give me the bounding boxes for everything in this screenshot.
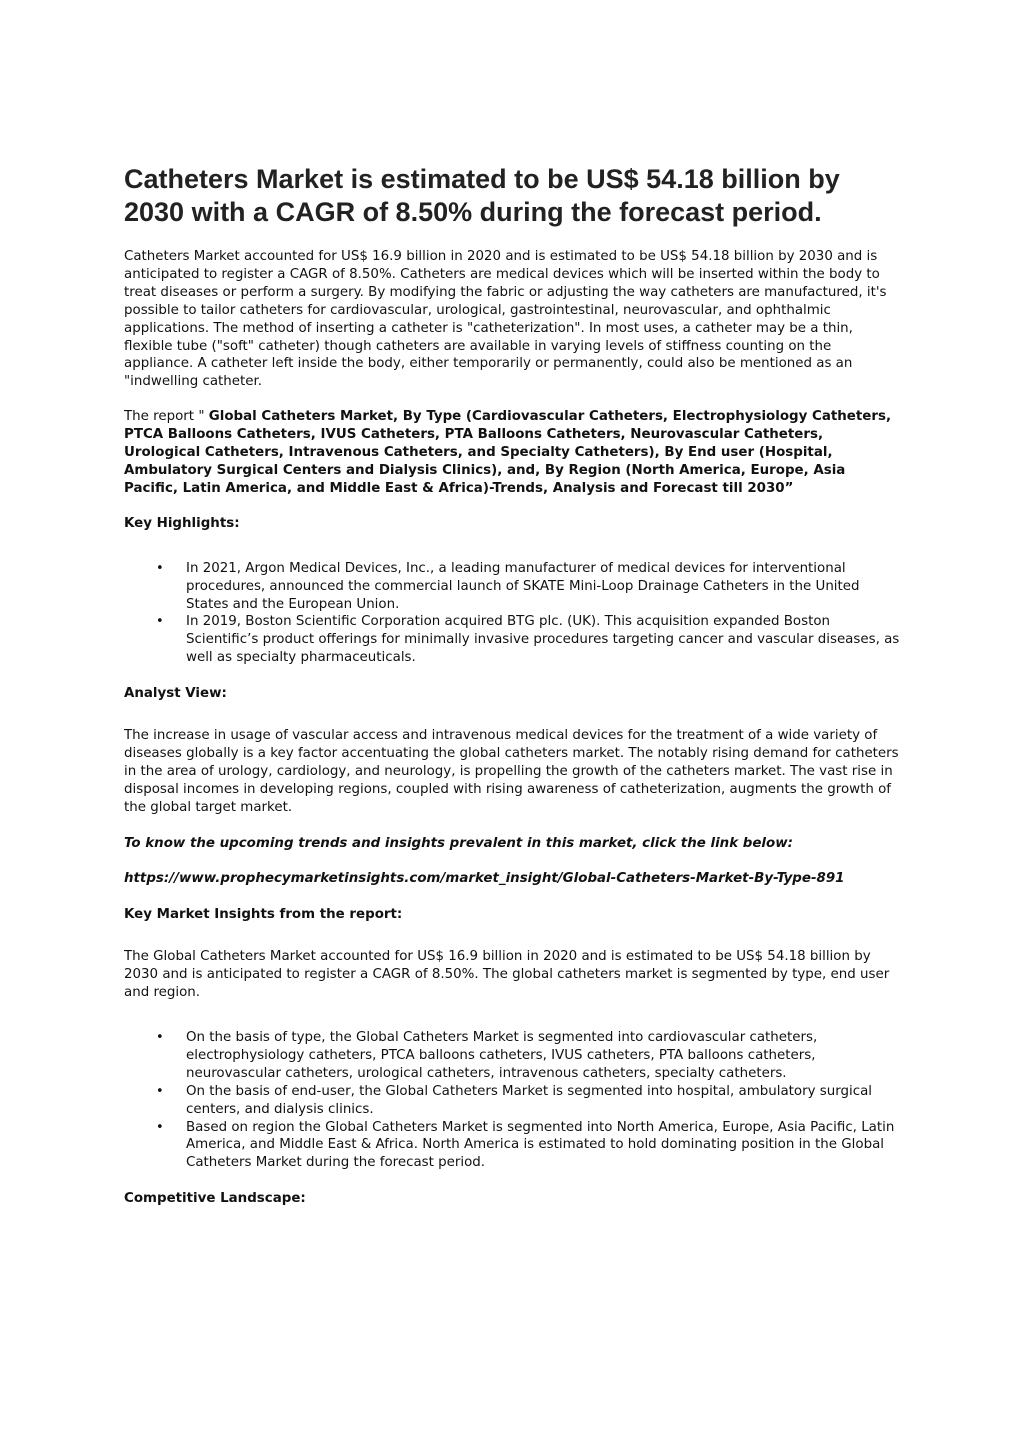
list-item: [124, 560, 900, 614]
list-item: [124, 1029, 900, 1083]
document-page: [124, 163, 900, 1208]
key-insights-heading: Key Market Insights from the report:: [124, 907, 403, 923]
bullet-icon: •: [156, 1119, 164, 1135]
report-prefix: The report ": [124, 409, 209, 425]
key-highlights-heading: Key Highlights:: [124, 515, 240, 531]
bullet-icon: •: [156, 1083, 164, 1099]
list-item-text: On the basis of end-user, the Global Catheters Market is segmented into hospital, ambulatory surgical centers, and dialysis clinics.: [186, 1083, 873, 1117]
report-paragraph: [124, 408, 900, 498]
list-item-text: In 2019, Boston Scientific Corporation acquired BTG plc. (UK). This acquisition expanded Boston Scientific’s product offerings for minimally invasive procedures targeting cancer and vascular diseases, as well as specialty pharmaceuticals.: [186, 614, 900, 666]
report-title: Global Catheters Market, By Type (Cardiovascular Catheters, Electrophysiology Catheters, PTCA Balloons Catheters, IVUS Catheters, PTA Balloons Catheters, Neurovascular Catheters, Urological Catheters, Intravenous Catheters, and Specialty Catheters), By End user (Hospital, Ambulatory Surgical Centers and Dialysis Clinics), and, By Region (North America, Europe, Asia Pacific, Latin America, and Middle East & Africa)-Trends, Analysis and Forecast till 2030”: [124, 409, 892, 496]
bullet-icon: •: [156, 614, 164, 630]
page-title: Catheters Market is estimated to be US$ 54.18 billion by 2030 with a CAGR of 8.50% during the forecast period.: [124, 164, 840, 227]
list-item: [124, 1083, 900, 1119]
list-item-text: Based on region the Global Catheters Market is segmented into North America, Europe, Asia Pacific, Latin America, and Middle East & Africa. North America is estimated to hold dominating position in the Global Catheters Market during the forecast period.: [186, 1119, 895, 1171]
bullet-icon: •: [156, 560, 164, 576]
report-link[interactable]: https://www.prophecymarketinsights.com/market_insight/Global-Catheters-Market-By-Type-891: [124, 871, 845, 887]
list-item-text: In 2021, Argon Medical Devices, Inc., a leading manufacturer of medical devices for interventional procedures, announced the commercial launch of SKATE Mini-Loop Drainage Catheters in the United States and the European Union.: [186, 560, 860, 612]
key-insights-list: [124, 1029, 900, 1172]
cta-text: To know the upcoming trends and insights prevalent in this market, click the link below:: [124, 835, 793, 851]
list-item: [124, 1119, 900, 1173]
key-insights-paragraph: The Global Catheters Market accounted for US$ 16.9 billion in 2020 and is estimated to be US$ 54.18 billion by 2030 and is anticipated to register a CAGR of 8.50%. The global catheters market is segmented by type, end user and region.: [124, 949, 890, 1001]
list-item: [124, 613, 900, 667]
intro-paragraph: Catheters Market accounted for US$ 16.9 billion in 2020 and is estimated to be US$ 54.18 billion by 2030 and is anticipated to register a CAGR of 8.50%. Catheters are medical devices which will be inserted within the body to treat diseases or perform a surgery. By modifying the fabric or adjusting the way catheters are manufactured, it's possible to tailor catheters for cardiovascular, urological, gastrointestinal, neurovascular, and ophthalmic applications. The method of inserting a catheter is "catheterization". In most uses, a catheter may be a thin, flexible tube ("soft" catheter) though catheters are available in varying levels of stiffness counting on the appliance. A catheter left inside the body, either temporarily or permanently, could also be mentioned as an "indwelling catheter.: [124, 249, 887, 390]
analyst-view-paragraph: The increase in usage of vascular access and intravenous medical devices for the treatment of a wide variety of diseases globally is a key factor accentuating the global catheters market. The notably rising demand for catheters in the area of urology, cardiology, and neurology, is propelling the growth of the catheters market. The vast rise in disposal incomes in developing regions, coupled with rising awareness of catheterization, augments the growth of the global target market.: [124, 728, 899, 815]
analyst-view-heading: Analyst View:: [124, 686, 227, 702]
list-item-text: On the basis of type, the Global Catheters Market is segmented into cardiovascular catheters, electrophysiology catheters, PTCA balloons catheters, IVUS catheters, PTA balloons catheters, neurovascular catheters, urological catheters, intravenous catheters, specialty catheters.: [186, 1030, 818, 1081]
competitive-landscape-heading: Competitive Landscape:: [124, 1191, 306, 1207]
bullet-icon: •: [156, 1030, 164, 1045]
key-highlights-list: [124, 560, 900, 667]
